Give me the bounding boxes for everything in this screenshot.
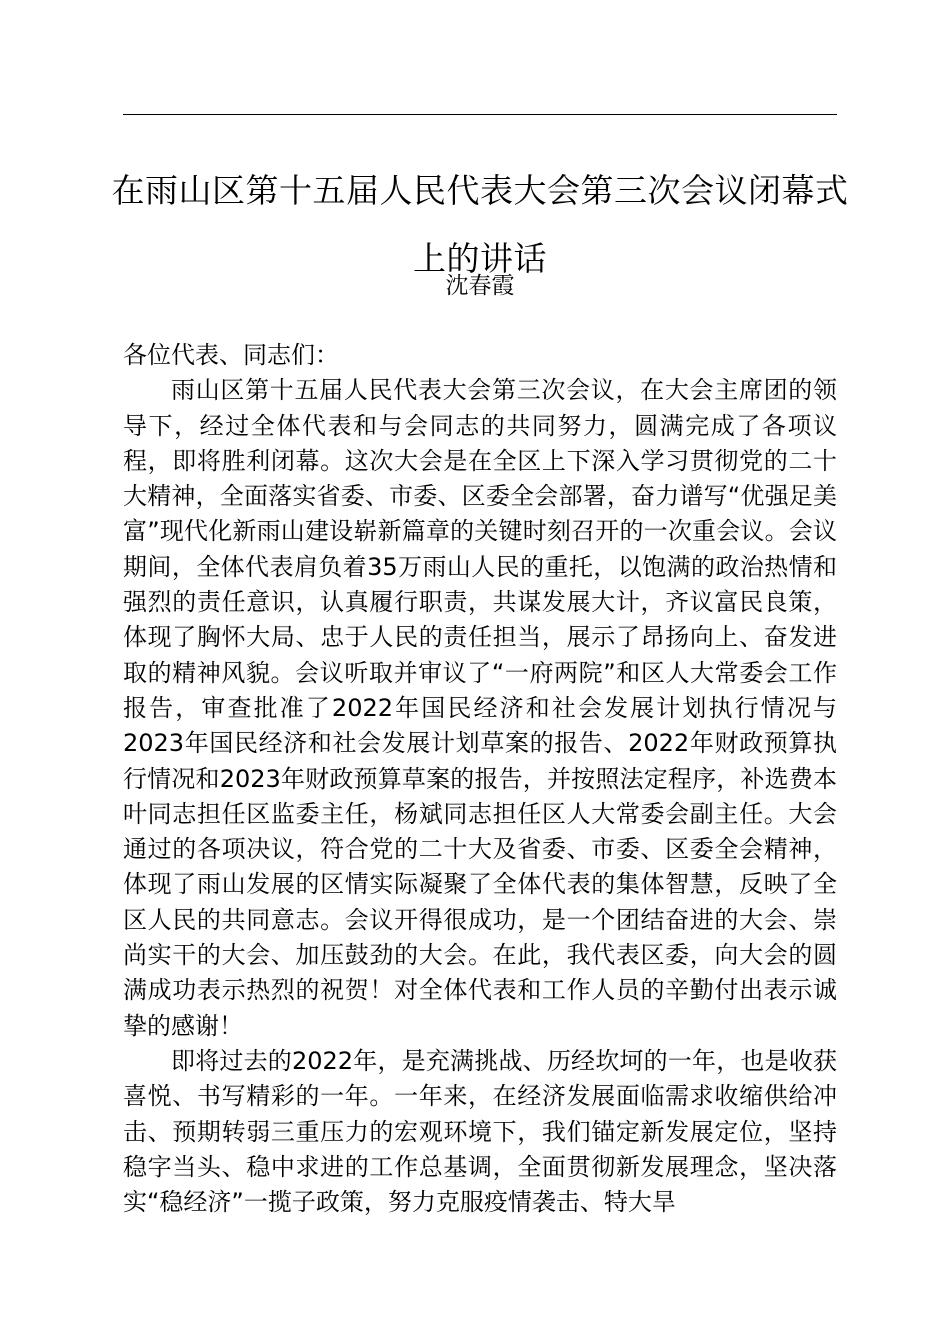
salutation: 各位代表、同志们： (123, 341, 339, 369)
author-name: 沈春霞 (445, 273, 515, 299)
document-title: 在雨山区第十五届人民代表大会第三次会议闭幕式上的讲话 (111, 171, 849, 279)
paragraph: 雨山区第十五届人民代表大会第三次会议，在大会主席团的领导下，经过全体代表和与会同志的共同努力，圆满完成了各项议程，即将胜利闭幕。这次大会是在全区上下深入学习贯彻党的二十大精神，全面落实省委、市委、区委全会部署，奋力谱写“优强足美富”现代化新雨山建设崭新篇章的关键时刻召开的一次重会议。会议期间，全体代表肩负着35万雨山人民的重托，以饱满的政治热情和强烈的责任意识，认真履行职责，共谋发展大计，齐议富民良策，体现了胸怀大局、忠于人民的责任担当，展示了昂扬向上、奋发进取的精神风貌。会议听取并审议了“一府两院”和区人大常委会工作报告，审查批准了2022年国民经济和社会发展计划执行情况与2023年国民经济和社会发展计划草案的报告、2022年财政预算执行情况和2023年财政预算草案的报告，并按照法定程序，补选费本叶同志担任区监委主任，杨斌同志担任区人大常委会副主任。大会通过的各项决议，符合党的二十大及省委、市委、区委全会精神，体现了雨山发展的区情实际凝聚了全体代表的集体智慧，反映了全区人民的共同意志。会议开得很成功，是一个团结奋进的大会、崇尚实干的大会、加压鼓劲的大会。在此，我代表区委，向大会的圆满成功表示热烈的祝贺！对全体代表和工作人员的辛勤付出表示诚挚的感谢！ (123, 376, 837, 1040)
document-body (123, 338, 837, 1220)
paragraph: 即将过去的2022年，是充满挑战、历经坎坷的一年，也是收获喜悦、书写精彩的一年。一年来，在经济发展面临需求收缩供给冲击、预期转弱三重压力的宏观环境下，我们锚定新发展定位，坚持稳字当头、稳中求进的工作总基调，全面贯彻新发展理念，坚决落实“稳经济”一揽子政策，努力克服疫情袭击、特大旱 (123, 1046, 837, 1217)
header-rule (123, 114, 837, 115)
